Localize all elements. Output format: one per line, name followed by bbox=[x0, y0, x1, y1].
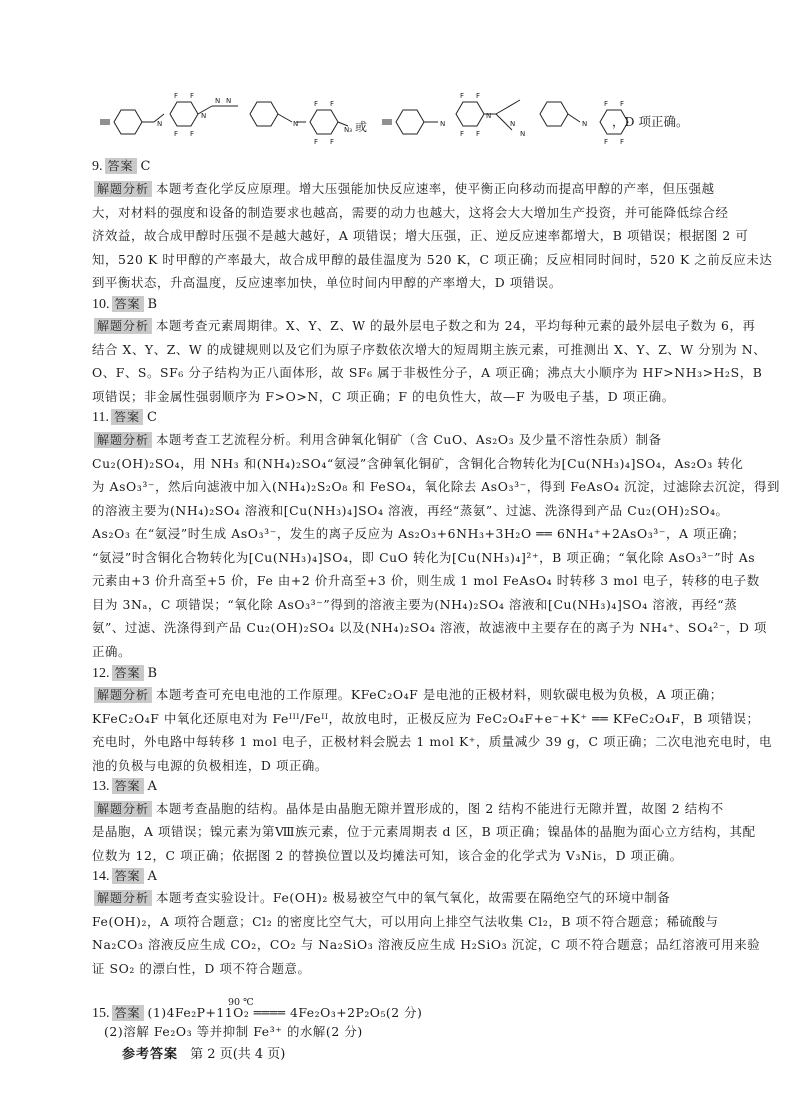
answer-tag: 答案 bbox=[112, 778, 144, 794]
svg-text:N: N bbox=[582, 120, 588, 128]
q11-analysis-line: 的溶液主要为(NH₄)₂SO₄ 溶液和[Cu(NH₃)₄]SO₄ 溶液，再经“蒸氨”、过滤、洗涤得到产品 Cu₂(OH)₂SO₄。 bbox=[92, 503, 729, 518]
answer-tag: 答案 bbox=[112, 665, 144, 681]
svg-text:F: F bbox=[476, 130, 481, 138]
q14-answer: A bbox=[147, 869, 157, 884]
q13-answer-line: 13. 答案 A bbox=[92, 779, 157, 794]
reaction-condition: 90 ℃ bbox=[228, 997, 254, 1008]
q10-answer-line: 10. 答案 B bbox=[92, 297, 158, 312]
q9-answer: C bbox=[140, 159, 151, 174]
q15-answer-line: 15. 答案 (1)4Fe₂P+11O₂ ════ 4Fe₂O₃+2P₂O₅(2 分) bbox=[92, 1005, 423, 1021]
q15-answer-part2: (2)溶解 Fe₂O₃ 等并抑制 Fe³⁺ 的水解(2 分) bbox=[104, 1024, 363, 1039]
analysis-tag: 解题分析 bbox=[94, 890, 152, 906]
q12-analysis-line: 充电时，外电路中每转移 1 mol 电子，正极材料会脱去 1 mol K⁺，质量减少 39 g，C 项正确；二次电池充电时，电 bbox=[92, 734, 772, 749]
analysis-tag: 解题分析 bbox=[94, 687, 152, 703]
q11-answer: C bbox=[147, 410, 157, 425]
q15-answer-part1: (1)4Fe₂P+11O₂ ════ 4Fe₂O₃+2P₂O₅(2 分) bbox=[147, 1005, 423, 1020]
answer-tag: 答案 bbox=[112, 1005, 144, 1021]
q11-analysis-line: 为 AsO₃³⁻，然后向滤液中加入(NH₄)₂S₂O₈ 和 FeSO₄，氧化除去 AsO₃³⁻，得到 FeAsO₄ 沉淀，过滤除去沉淀，得到 bbox=[92, 479, 780, 494]
q13-analysis-line: 解题分析 本题考查晶胞的结构。晶体是由晶胞无隙并置形成的，图 2 结构不能进行无隙并置，故图 2 结构不 bbox=[92, 797, 712, 821]
answer-tag: 答案 bbox=[112, 868, 144, 884]
q14-analysis-line: Na₂CO₃ 溶液反应生成 CO₂，CO₂ 与 Na₂SiO₃ 溶液反应生成 H₂SiO₃ 沉淀，C 项不符合题意；品红溶液可用来验 bbox=[92, 937, 761, 952]
analysis-tag: 解题分析 bbox=[94, 432, 152, 448]
q9-analysis-line: 知，520 K 时甲醇的产率最大，故合成甲醇的最佳温度为 520 K，C 项正确；反应相同时间时，520 K 之前反应未达 bbox=[92, 252, 773, 267]
q11-analysis-line: “氨浸”时含铜化合物转化为[Cu(NH₃)₄]SO₄，即 CuO 转化为[Cu(NH₃)₄]²⁺，B 项正确；“氧化除 AsO₃³⁻”时 As bbox=[92, 550, 756, 565]
svg-text:N: N bbox=[201, 112, 207, 120]
q9-number: 9. bbox=[92, 159, 103, 174]
svg-text:N₃: N₃ bbox=[344, 126, 353, 134]
structure-conclusion: ，D 项正确。 bbox=[612, 114, 689, 129]
svg-text:N: N bbox=[510, 120, 516, 128]
svg-text:F: F bbox=[330, 100, 335, 108]
svg-text:N: N bbox=[293, 120, 299, 128]
answer-tag: 答案 bbox=[111, 409, 143, 425]
analysis-tag: 解题分析 bbox=[94, 318, 152, 334]
q11-analysis-line: As₂O₃ 在“氨浸”时生成 AsO₃³⁻，发生的离子反应为 As₂O₃+6NH₃+3H₂O ══ 6NH₄⁺+2AsO₃³⁻，A 项正确； bbox=[92, 526, 746, 541]
footer-title: 参考答案 bbox=[122, 1046, 179, 1061]
q14-answer-line: 14. 答案 A bbox=[92, 869, 157, 884]
q10-analysis-line: O、F、S。SF₆ 分子结构为正八面体形，故 SF₆ 属于非极性分子，A 项正确；沸点大小顺序为 HF>NH₃>H₂S，B bbox=[92, 365, 763, 380]
q10-analysis-line: 项错误；非金属性强弱顺序为 F>O>N，C 项正确；F 的电负性大，故—F 为吸电子基，D 项正确。 bbox=[92, 389, 675, 404]
q11-analysis-line: 目为 3Nₐ，C 项错误；“氧化除 AsO₃³⁻”得到的溶液主要为(NH₄)₂SO₄ 溶液和[Cu(NH₃)₄]SO₄ 溶液，再经“蒸 bbox=[92, 597, 738, 612]
analysis-tag: 解题分析 bbox=[94, 801, 152, 817]
answer-tag: 答案 bbox=[105, 158, 137, 174]
q11-answer-line: 11. 答案 C bbox=[92, 410, 157, 425]
q13-analysis-line: 是晶胞，A 项错误；镍元素为第Ⅷ族元素，位于元素周期表 d 区，B 项正确；镍晶体的晶胞为面心立方结构，其配 bbox=[92, 824, 756, 839]
svg-text:N: N bbox=[486, 112, 492, 120]
q14-analysis-line: 证 SO₂ 的漂白性，D 项不符合题意。 bbox=[92, 961, 311, 976]
svg-text:F: F bbox=[314, 138, 319, 146]
q11-analysis-line: 元素由+3 价升高至+5 价，Fe 由+2 价升高至+3 价，则生成 1 mol FeAsO₄ 时转移 3 mol 电子，转移的电子数 bbox=[92, 573, 760, 588]
q11-analysis-line: 氨”、过滤、洗涤得到产品 Cu₂(OH)₂SO₄ 以及(NH₄)₂SO₄ 溶液，故滤液中主要存在的离子为 NH₄⁺、SO₄²⁻，D 项 bbox=[92, 620, 768, 635]
svg-text:F: F bbox=[620, 100, 625, 108]
q11-analysis-line: Cu₂(OH)₂SO₄，用 NH₃ 和(NH₄)₂SO₄“氨浸”含砷氧化铜矿，含铜化合物转化为[Cu(NH₃)₄]SO₄，As₂O₃ 转化 bbox=[92, 456, 744, 471]
svg-text:F: F bbox=[476, 92, 481, 100]
q9-analysis-line: 大，对材料的强度和设备的制造要求也越高，需要的动力也越大，这将会大大增加生产投资，并可能降低综合经 bbox=[92, 205, 729, 220]
q14-analysis-line: Fe(OH)₂，A 项符合题意；Cl₂ 的密度比空气大，可以用向上排空气法收集 Cl₂，B 项不符合题意；稀硫酸与 bbox=[92, 914, 719, 929]
svg-text:F: F bbox=[604, 100, 609, 108]
q12-answer-line: 12. 答案 B bbox=[92, 666, 158, 681]
svg-text:F: F bbox=[604, 138, 609, 146]
svg-text:F: F bbox=[460, 130, 465, 138]
q12-analysis-line: 池的负极与电源的负极相连，D 项正确。 bbox=[92, 758, 328, 773]
page-footer bbox=[122, 1043, 285, 1062]
svg-text:F: F bbox=[314, 100, 319, 108]
q9-analysis-line: 济效益，故合成甲醇时压强不是越大越好，A 项错误；增大压强，正、逆反应速率都增大，B 项错误；根据图 2 可 bbox=[92, 228, 749, 243]
svg-text:F: F bbox=[330, 138, 335, 146]
q9-analysis-line: 解题分析 本题考查化学反应原理。增大压强能加快反应速率，使平衡正向移动而提高甲醇的产率，但压强越 bbox=[92, 177, 712, 201]
svg-text:F: F bbox=[174, 130, 179, 138]
q13-answer: A bbox=[147, 779, 157, 794]
answer-tag: 答案 bbox=[112, 296, 144, 312]
q11-analysis-line: 正确。 bbox=[92, 644, 131, 659]
q11-analysis-line: 解题分析 本题考查工艺流程分析。利用含砷氧化铜矿（含 CuO、As₂O₃ 及少量不溶性杂质）制备 bbox=[92, 428, 712, 452]
q14-analysis-line: 解题分析 本题考查实验设计。Fe(OH)₂ 极易被空气中的氧气氧化，故需要在隔绝空气的环境中制备 bbox=[92, 886, 712, 910]
svg-text:N: N bbox=[157, 120, 163, 128]
svg-text:N: N bbox=[520, 130, 526, 138]
svg-text:F: F bbox=[174, 92, 179, 100]
q12-analysis-line: KFeC₂O₄F 中氧化还原电对为 Feᴵᴵᴵ/Feᴵᴵ，故放电时，正极反应为 FeC₂O₄F+e⁻+K⁺ ══ KFeC₂O₄F，B 项错误； bbox=[92, 711, 760, 726]
svg-text:N: N bbox=[226, 97, 232, 105]
q12-answer: B bbox=[147, 666, 158, 681]
svg-text:N: N bbox=[215, 97, 221, 105]
q10-analysis-line: 解题分析 本题考查元素周期律。X、Y、Z、W 的最外层电子数之和为 24，平均每种元素的最外层电子数为 6，再 bbox=[92, 314, 712, 338]
page-number: 第 2 页(共 4 页) bbox=[190, 1047, 286, 1062]
svg-text:F: F bbox=[460, 92, 465, 100]
q9-analysis-line: 到平衡状态，升高温度，反应速率加快，单位时间内甲醇的产率增大，D 项错误。 bbox=[92, 275, 562, 290]
structure-or-text: 或 bbox=[355, 120, 368, 134]
q9-answer-line bbox=[92, 158, 150, 175]
svg-text:F: F bbox=[190, 130, 195, 138]
analysis-tag: 解题分析 bbox=[94, 181, 152, 197]
q10-analysis-line: 结合 X、Y、Z、W 的成键规则以及它们为原子序数依次增大的短周期主族元素，可推测出 X、Y、Z、W 分别为 N、 bbox=[92, 342, 767, 357]
svg-text:F: F bbox=[620, 138, 625, 146]
q12-analysis-line: 解题分析 本题考查可充电电池的工作原理。KFeC₂O₄F 是电池的正极材料，则软碳电极为负极，A 项正确； bbox=[92, 683, 712, 707]
svg-text:F: F bbox=[190, 92, 195, 100]
q10-answer: B bbox=[147, 297, 158, 312]
svg-text:N: N bbox=[440, 120, 446, 128]
q13-analysis-line: 位数为 12，C 项正确；依据图 2 的替换位置以及均摊法可知，该合金的化学式为 V₃Ni₅，D 项正确。 bbox=[92, 848, 683, 863]
